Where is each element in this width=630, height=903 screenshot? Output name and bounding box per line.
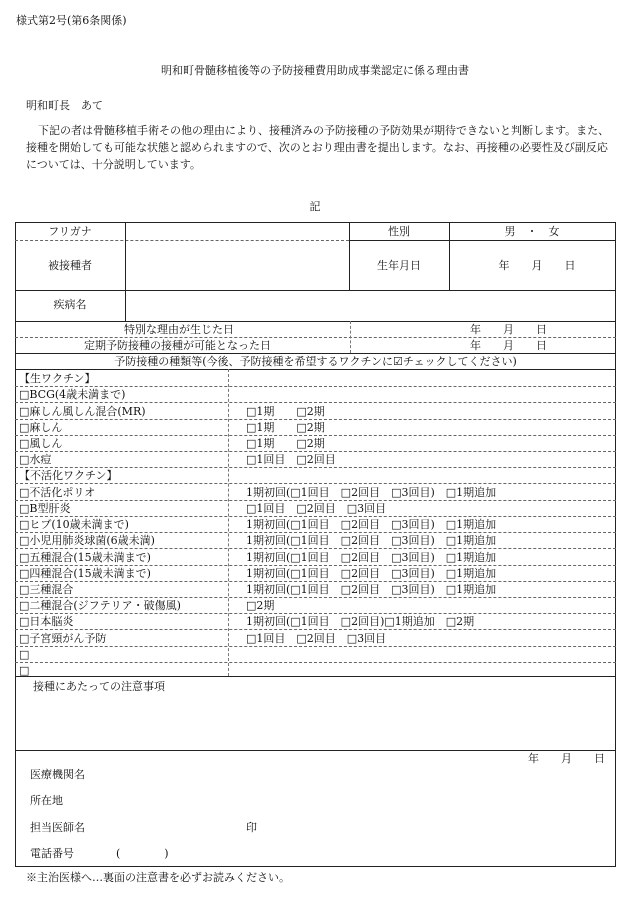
ki-heading: 記 bbox=[309, 200, 321, 213]
vaccine-mr-doses[interactable]: □1期 □2期 bbox=[246, 405, 325, 418]
row-divider bbox=[15, 613, 616, 614]
row-divider bbox=[15, 467, 616, 468]
vaccine-bcg-checkbox[interactable]: □BCG(4歳未満まで) bbox=[19, 388, 126, 401]
table-left-border bbox=[15, 222, 16, 866]
vaccine-hpv-doses[interactable]: □1回目 □2回目 □3回目 bbox=[246, 632, 387, 645]
vaccine-hib-doses[interactable]: 1期初回(□1回目 □2回目 □3回目) □1期追加 bbox=[246, 518, 497, 531]
vaccine-4in1-checkbox[interactable]: □四種混合(15歳未満まで) bbox=[19, 567, 151, 580]
row-divider bbox=[15, 597, 616, 598]
vaccine-measles-checkbox[interactable]: □麻しん bbox=[19, 421, 63, 434]
vaccine-je-checkbox[interactable]: □日本脳炎 bbox=[19, 615, 74, 628]
row-divider bbox=[15, 662, 616, 663]
table-bottom-border bbox=[15, 866, 616, 867]
dob-label: 生年月日 bbox=[377, 259, 421, 272]
vaccine-heading-bottom bbox=[15, 369, 616, 370]
address-label: 所在地 bbox=[30, 794, 63, 807]
vaccine-ipv-checkbox[interactable]: □不活化ポリオ bbox=[19, 486, 96, 499]
sex-label: 性別 bbox=[388, 225, 410, 238]
table-top-border bbox=[15, 222, 616, 223]
row-divider bbox=[15, 419, 616, 420]
row-divider bbox=[15, 451, 616, 452]
vaccine-4in1-doses[interactable]: 1期初回(□1回目 □2回目 □3回目) □1期追加 bbox=[246, 567, 497, 580]
vaccine-3in1-doses[interactable]: 1期初回(□1回目 □2回目 □3回目) □1期追加 bbox=[246, 583, 497, 596]
addressee: 明和町長 あて bbox=[26, 99, 103, 112]
furigana-divider bbox=[15, 240, 349, 241]
vaccine-3in1-checkbox[interactable]: □三種混合 bbox=[19, 583, 74, 596]
vaccine-varicella-doses[interactable]: □1回目 □2回目 bbox=[246, 453, 336, 466]
row-divider bbox=[15, 581, 616, 582]
possible-date-value: 年 月 日 bbox=[470, 339, 547, 352]
vaccine-section-bottom bbox=[15, 676, 616, 677]
vaccine-hib-checkbox[interactable]: □ヒブ(10歳未満まで) bbox=[19, 518, 129, 531]
clinic-date: 年 月 日 bbox=[528, 752, 605, 765]
notes-field[interactable] bbox=[20, 698, 610, 746]
disease-row-bottom bbox=[15, 321, 616, 322]
vaccine-dt-doses[interactable]: □2期 bbox=[246, 599, 275, 612]
special-reason-label: 特別な理由が生じた日 bbox=[124, 323, 234, 336]
furigana-label: フリガナ bbox=[48, 225, 92, 238]
body-paragraph: 下記の者は骨髄移植手術その他の理由により、接種済みの予防接種の予防効果が期待できないと判断します。また、接種を開始しても可能な状態と認められますので、次のとおり理由書を提出します。なお、再接種の必要性及び副反応については、十分説明しています。 bbox=[26, 124, 610, 171]
vaccine-group-live: 【生ワクチン】 bbox=[19, 372, 96, 385]
row-divider bbox=[15, 532, 616, 533]
row-divider bbox=[15, 548, 616, 549]
phone-label: 電話番号 bbox=[30, 847, 74, 860]
vaccine-rubella-checkbox[interactable]: □風しん bbox=[19, 437, 63, 450]
possible-date-label: 定期予防接種の接種が可能となった日 bbox=[84, 339, 271, 352]
row-divider bbox=[15, 435, 616, 436]
vaccine-heading: 予防接種の種類等(今後、予防接種を希望するワクチンに☑チェックしてください) bbox=[114, 355, 517, 368]
sex-options: 男 ・ 女 bbox=[504, 225, 560, 238]
notes-label: 接種にあたっての注意事項 bbox=[33, 680, 165, 693]
document-title: 明和町骨髄移植後等の予防接種費用助成事業認定に係る理由書 bbox=[161, 64, 469, 77]
seal-mark: 印 bbox=[246, 821, 257, 834]
doctor-label: 担当医師名 bbox=[30, 821, 85, 834]
vaccine-mr-checkbox[interactable]: □麻しん風しん混合(MR) bbox=[19, 405, 146, 418]
dates-divider bbox=[15, 337, 616, 338]
vaccine-je-doses[interactable]: 1期初回(□1回目 □2回目)□1期追加 □2期 bbox=[246, 615, 475, 628]
vaccine-pcv-doses[interactable]: 1期初回(□1回目 □2回目 □3回目) □1期追加 bbox=[246, 534, 497, 547]
notes-section-bottom bbox=[15, 750, 616, 751]
phone-parens: ( ) bbox=[116, 847, 169, 860]
vaccine-measles-doses[interactable]: □1期 □2期 bbox=[246, 421, 325, 434]
table-right-border bbox=[615, 222, 616, 866]
vaccine-5in1-checkbox[interactable]: □五種混合(15歳未満まで) bbox=[19, 551, 151, 564]
row-divider bbox=[15, 402, 616, 403]
institution-label: 医療機関名 bbox=[30, 768, 85, 781]
vaccine-dt-checkbox[interactable]: □二種混合(ジフテリア・破傷風) bbox=[19, 599, 181, 612]
row-divider bbox=[15, 500, 616, 501]
form-number: 様式第2号(第6条関係) bbox=[16, 14, 127, 27]
row-divider bbox=[15, 483, 616, 484]
vaccine-rubella-doses[interactable]: □1期 □2期 bbox=[246, 437, 325, 450]
vaccine-ipv-doses[interactable]: 1期初回(□1回目 □2回目 □3回目) □1期追加 bbox=[246, 486, 497, 499]
row-divider bbox=[15, 646, 616, 647]
row-divider bbox=[15, 386, 616, 387]
row-divider bbox=[15, 565, 616, 566]
vaccine-group-inactivated: 【不活化ワクチン】 bbox=[19, 469, 118, 482]
dates-column-divider bbox=[350, 321, 351, 353]
vaccine-5in1-doses[interactable]: 1期初回(□1回目 □2回目 □3回目) □1期追加 bbox=[246, 551, 497, 564]
name-label: 被接種者 bbox=[48, 259, 92, 272]
special-reason-date: 年 月 日 bbox=[470, 323, 547, 336]
vaccine-varicella-checkbox[interactable]: □水痘 bbox=[19, 453, 52, 466]
vaccine-other-checkbox[interactable]: □ bbox=[19, 648, 30, 661]
vaccine-hepb-checkbox[interactable]: □B型肝炎 bbox=[19, 502, 71, 515]
row-divider bbox=[15, 629, 616, 630]
row-divider bbox=[15, 516, 616, 517]
vaccine-pcv-checkbox[interactable]: □小児用肺炎球菌(6歳未満) bbox=[19, 534, 155, 547]
dates-bottom bbox=[15, 353, 616, 354]
label-column-divider bbox=[125, 222, 126, 321]
footer-note: ※主治医様へ…裏面の注意書を必ずお読みください。 bbox=[26, 871, 290, 884]
vaccine-hpv-checkbox[interactable]: □子宮頸がん予防 bbox=[19, 632, 107, 645]
vaccine-hepb-doses[interactable]: □1回目 □2回目 □3回目 bbox=[246, 502, 387, 515]
dob-value: 年 月 日 bbox=[498, 259, 576, 272]
name-row-bottom bbox=[15, 290, 616, 291]
disease-label: 疾病名 bbox=[53, 298, 87, 311]
vaccine-other-checkbox[interactable]: □ bbox=[19, 664, 30, 677]
sex-row-divider bbox=[349, 240, 616, 241]
